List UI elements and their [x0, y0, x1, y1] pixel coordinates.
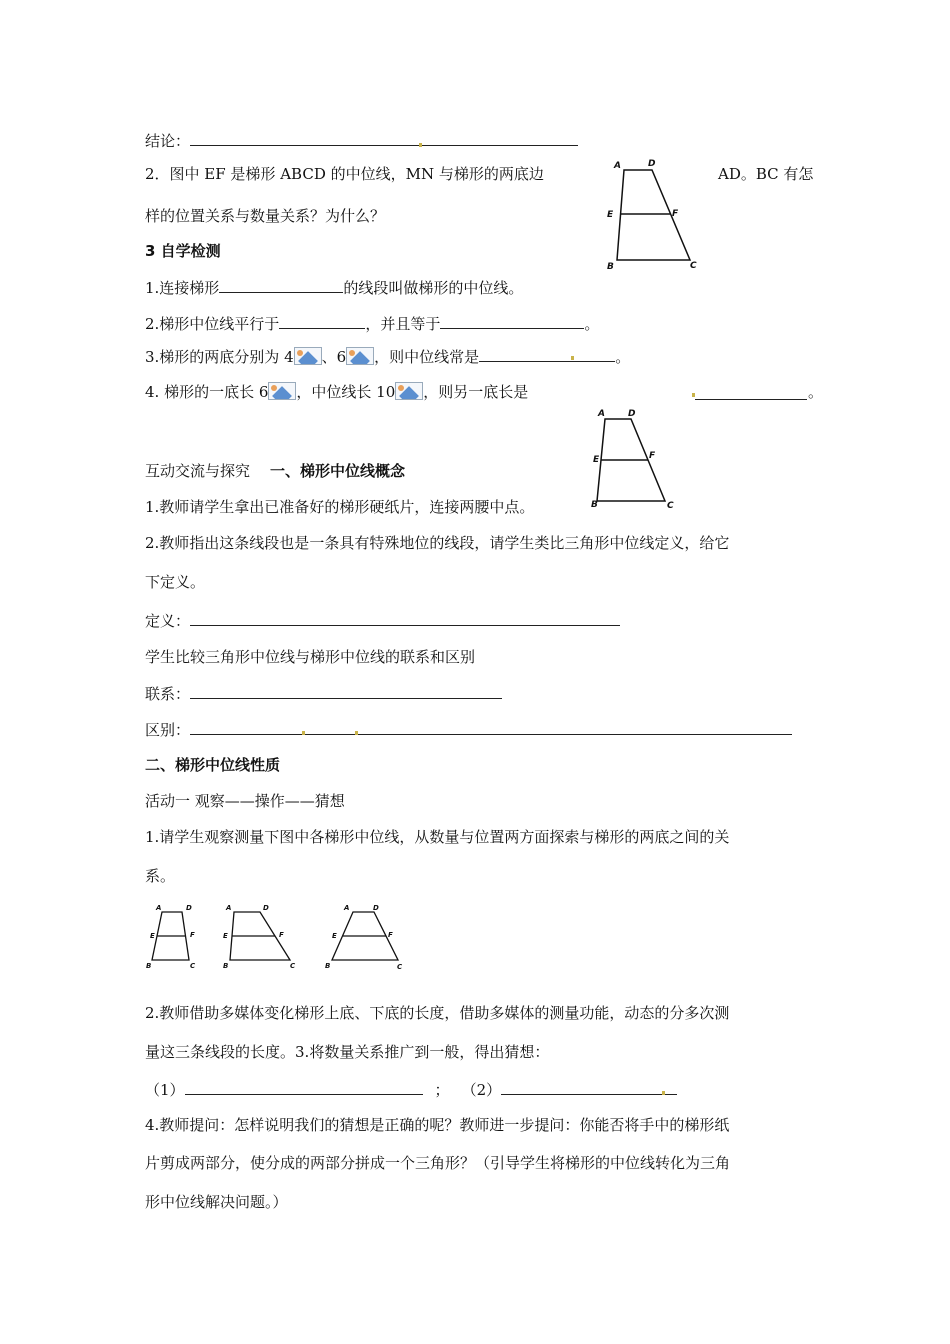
item3-before: 3.梯形的两底分别为 4 — [145, 348, 294, 366]
item1-before: 1.连接梯形 — [145, 279, 220, 297]
item3-blank[interactable] — [479, 346, 615, 362]
difference-label: 区别： — [145, 721, 191, 739]
label-d: D — [263, 904, 269, 912]
marker-dot — [355, 731, 358, 735]
label-b: B — [607, 262, 614, 272]
guess-separator: ； — [434, 1081, 450, 1099]
connection-label: 联系： — [145, 685, 191, 703]
definition-line — [145, 610, 620, 631]
self-test-item-2 — [145, 313, 599, 334]
trapezoid-outline — [617, 170, 690, 260]
section2-heading: 二、梯形中位线性质 — [145, 756, 281, 774]
unit-image-icon — [294, 347, 322, 365]
difference-line — [145, 719, 792, 740]
difference-blank[interactable] — [190, 719, 792, 735]
marker-dot — [302, 731, 305, 735]
section1-p2a: 2.教师指出这条线段也是一条具有特殊地位的线段，请学生类比三角形中位线定义，给它 — [145, 534, 730, 552]
activity-title: 活动一 观察——操作——猜想 — [145, 792, 345, 810]
label-e: E — [607, 210, 614, 220]
label-f: F — [190, 931, 195, 939]
label-c: C — [290, 962, 296, 970]
label-e: E — [332, 932, 337, 940]
label-a: A — [344, 904, 350, 912]
item3-middle2: ，则中位线常是 — [374, 348, 480, 366]
section1-heading: 一、梯形中位线概念 — [270, 462, 406, 480]
label-b: B — [223, 962, 229, 970]
conclusion-line — [145, 130, 578, 151]
item4-after: 。 — [808, 383, 824, 401]
self-test-heading: 3 自学检测 — [145, 242, 221, 260]
label-c: C — [190, 962, 196, 970]
marker-dot — [419, 143, 422, 147]
unit-image-icon — [268, 382, 296, 400]
q2-text-right: AD。BC 有怎 — [718, 165, 814, 183]
label-c: C — [397, 963, 403, 971]
section2-p4a: 4.教师提问：怎样说明我们的猜想是正确的呢？教师进一步提问：你能否将手中的梯形纸 — [145, 1116, 730, 1134]
label-d: D — [373, 904, 379, 912]
q2-text-left: 2．图中 EF 是梯形 ABCD 的中位线，MN 与梯形的两底边 — [145, 165, 544, 183]
self-test-item-4 — [145, 382, 528, 402]
guess-line — [145, 1079, 677, 1100]
item4-middle1: ，中位线长 10 — [296, 383, 396, 401]
trapezoid-small-2 — [220, 900, 302, 972]
item2-blank-1[interactable] — [279, 313, 365, 329]
section2-p4c: 形中位线解决问题。） — [145, 1193, 288, 1211]
item1-after: 的线段叫做梯形的中位线。 — [343, 279, 524, 297]
trapezoid-small-3 — [322, 900, 410, 972]
label-b: B — [591, 500, 598, 510]
trapezoid-small-1 — [142, 900, 206, 972]
marker-dot — [692, 393, 695, 397]
label-e: E — [593, 455, 600, 465]
item2-after: 。 — [584, 315, 600, 333]
section2-p4b: 片剪成两部分，使分成的两部分拼成一个三角形？（引导学生将梯形的中位线转化为三角 — [145, 1154, 731, 1172]
label-b: B — [325, 962, 331, 970]
label-e: E — [223, 932, 228, 940]
guess2-label: （2） — [461, 1081, 502, 1099]
item4-before: 4. 梯形的一底长 6 — [145, 383, 269, 401]
marker-dot — [662, 1091, 665, 1095]
guess1-blank[interactable] — [185, 1079, 423, 1095]
connection-line — [145, 683, 502, 704]
conclusion-label: 结论： — [145, 132, 191, 150]
label-c: C — [667, 501, 674, 511]
self-test-item-1 — [145, 277, 523, 298]
label-d: D — [186, 904, 192, 912]
guess2-blank[interactable] — [501, 1079, 677, 1095]
self-test-item-3 — [145, 346, 630, 367]
label-d: D — [648, 159, 656, 169]
unit-image-icon — [346, 347, 374, 365]
item4-middle2: ，则另一底长是 — [423, 383, 529, 401]
section2-p1a: 1.请学生观察测量下图中各梯形中位线，从数量与位置两方面探索与梯形的两底之间的关 — [145, 828, 730, 846]
item2-blank-2[interactable] — [440, 313, 584, 329]
section1-title-line — [145, 461, 405, 481]
label-a: A — [598, 409, 605, 419]
item2-middle: ，并且等于 — [365, 315, 441, 333]
item3-middle1: 、6 — [321, 348, 347, 366]
section2-p1b: 系。 — [145, 867, 176, 885]
label-d: D — [628, 409, 636, 419]
connection-blank[interactable] — [190, 683, 502, 699]
trapezoid-figure-1 — [600, 155, 710, 273]
section1-p1: 1.教师请学生拿出已准备好的梯形硬纸片，连接两腰中点。 — [145, 498, 535, 516]
item4-blank[interactable] — [695, 384, 807, 400]
label-b: B — [146, 962, 152, 970]
definition-label: 定义： — [145, 612, 191, 630]
label-f: F — [279, 931, 284, 939]
guess1-label: （1） — [145, 1081, 185, 1099]
trapezoid-figure-2 — [588, 405, 688, 515]
q2-text-line2: 样的位置关系与数量关系？为什么？ — [145, 207, 386, 225]
label-c: C — [690, 261, 697, 271]
label-a: A — [156, 904, 162, 912]
conclusion-blank[interactable] — [190, 130, 578, 146]
definition-blank[interactable] — [190, 610, 620, 626]
item1-blank[interactable] — [219, 277, 343, 293]
label-f: F — [672, 209, 679, 219]
section1-intro: 互动交流与探究 — [145, 462, 251, 480]
compare-text: 学生比较三角形中位线与梯形中位线的联系和区别 — [145, 648, 476, 666]
section1-p2b: 下定义。 — [145, 573, 206, 591]
label-f: F — [388, 931, 393, 939]
label-a: A — [614, 161, 621, 171]
section2-p2a: 2.教师借助多媒体变化梯形上底、下底的长度，借助多媒体的测量功能，动态的分多次测 — [145, 1004, 730, 1022]
label-e: E — [150, 932, 155, 940]
label-f: F — [649, 451, 656, 461]
marker-dot — [571, 356, 574, 360]
unit-image-icon — [395, 382, 423, 400]
item2-before: 2.梯形中位线平行于 — [145, 315, 280, 333]
item3-after: 。 — [615, 348, 631, 366]
label-a: A — [226, 904, 232, 912]
section2-p2b: 量这三条线段的长度。3.将数量关系推广到一般，得出猜想： — [145, 1043, 550, 1061]
